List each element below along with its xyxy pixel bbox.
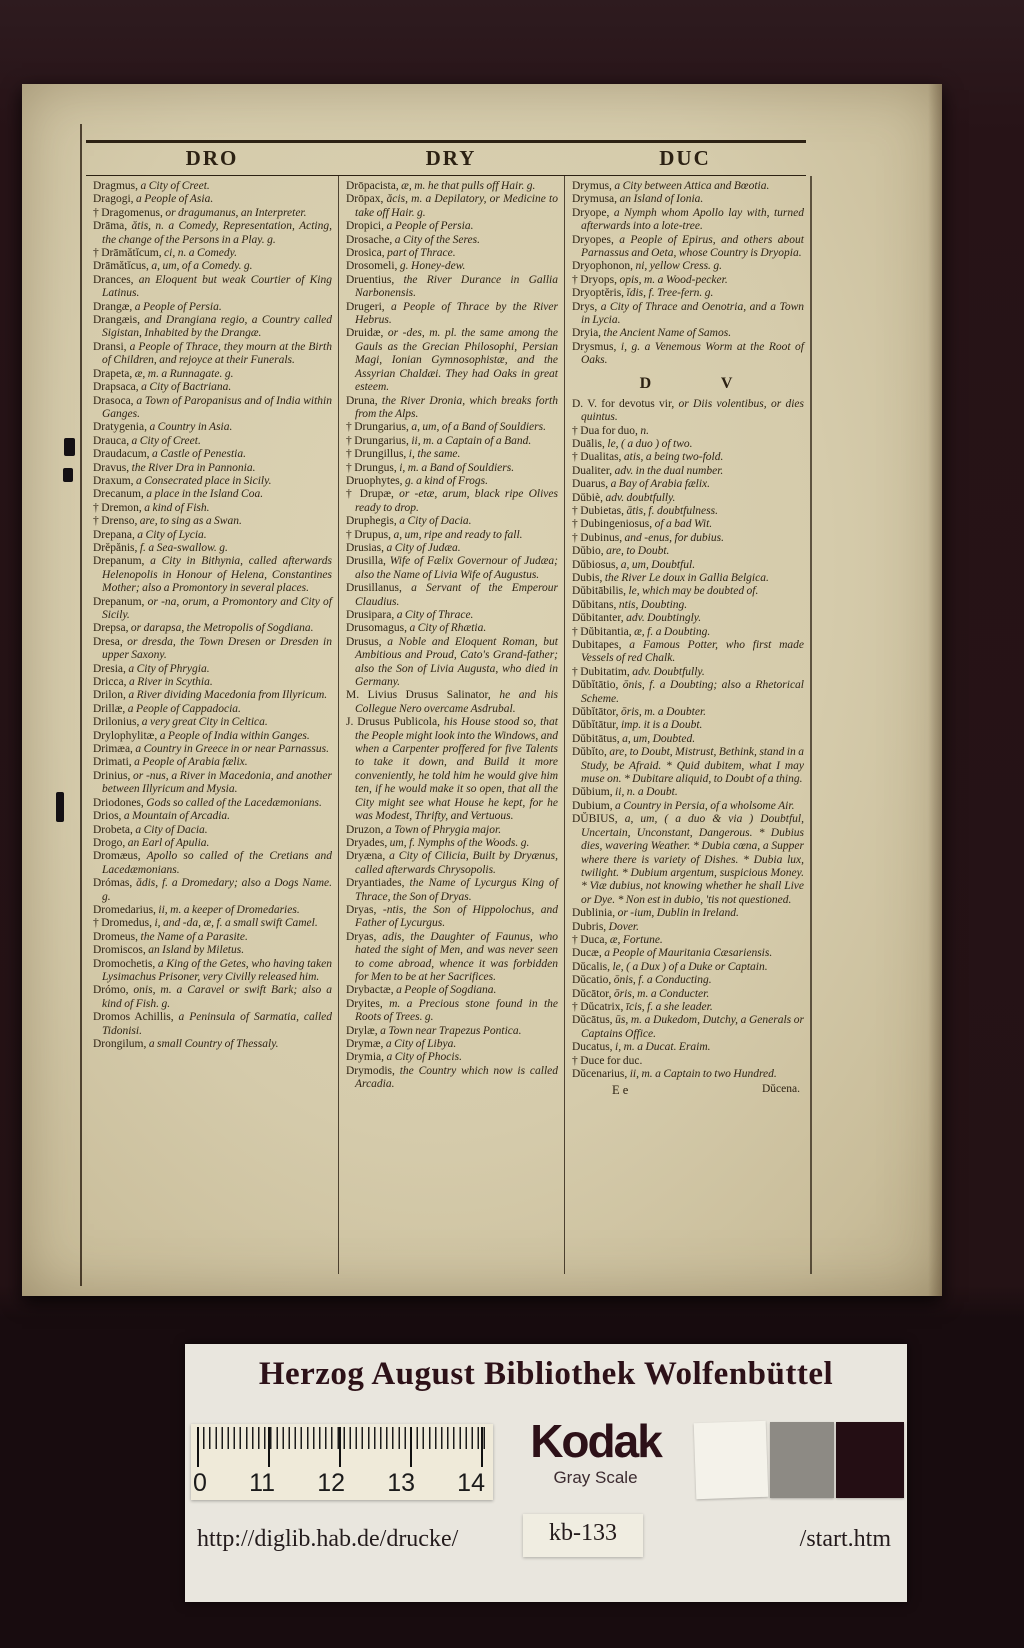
binding-ink-mark	[63, 468, 73, 482]
dictionary-entry: Drapsaca, a City of Bactriana.	[93, 381, 232, 394]
shelfmark-label	[523, 1514, 643, 1557]
dictionary-entry: Dryas, -ntis, the Son of Hippolochus, and Father of Lycurgus.	[346, 903, 558, 930]
dictionary-entry: Drilonius, a very great City in Celtica.	[93, 716, 268, 729]
dictionary-entry: Dryæna, a City of Cilicia, Built by Dryænus, called afterwards Chrysopolis.	[346, 850, 558, 876]
dictionary-entry: † Drāmătĭcum, ci, n. a Comedy.	[93, 247, 237, 260]
ruler-major-ticks	[197, 1427, 489, 1467]
dictionary-entry: Dŭcātus, ūs, m. a Dukedom, Dutchy, a Generals or Captains Office.	[572, 1014, 804, 1040]
dictionary-entry: J. Drusus Publicola, his House stood so, that the People might look into the Windows, and when a Carpenter proffered for five Talents to take it down, and Build it more conveniently, he told him he would give him ten, if he would make it so open, that all the City might see what House he kept, for he was Modest, Thrifty, and Vertuous.	[346, 716, 559, 823]
dictionary-entry: † Duce for duc.	[572, 1054, 643, 1067]
column-header-dro: DRO	[185, 146, 239, 170]
dictionary-entry: Drecanum, a place in the Island Coa.	[93, 488, 264, 501]
archive-url: http://diglib.hab.de/drucke/	[197, 1526, 459, 1552]
dictionary-entry: Drys, a City of Thrace and Oenotria, and a Town in Lycia.	[572, 300, 804, 327]
dictionary-entry: Dŭcalis, le, ( a Dux ) of a Duke or Captain.	[572, 960, 768, 973]
banner-middle-row	[185, 1416, 907, 1508]
dictionary-entry: † Dubingeniosus, of a bad Wit.	[572, 518, 713, 531]
dictionary-entry: Driodones, Gods so called of the Lacedæmonians.	[93, 796, 322, 809]
dictionary-entry: Dresa, or dresda, the Town Dresen or Dresden in upper Saxony.	[93, 635, 332, 662]
dictionary-entry: Drōpacista, æ, m. he that pulls off Hair. g.	[346, 180, 536, 192]
dictionary-entry: Dŭbitābilis, le, which may be doubted of.	[572, 585, 759, 598]
dictionary-entry: Draxum, a Consecrated place in Sicily.	[93, 474, 272, 487]
dictionary-entry: † Drungillus, i, the same.	[346, 448, 461, 461]
entries-duc-part2	[572, 398, 804, 1082]
dictionary-entry: Druzon, a Town of Phrygia major.	[346, 823, 502, 836]
dictionary-entry: Druidæ, or -des, m. pl. the same among the Gauls as the Grecian Philosophi, Persian Magi, Ionian Gymnosophistæ, and the Assyrian Chaldæi. They had Oaks in great esteem.	[346, 327, 558, 394]
dictionary-entry: † Dualitas, atis, a being two-fold.	[572, 451, 724, 464]
dictionary-entry: Drymæ, a City of Libya.	[346, 1038, 457, 1050]
dictionary-entry: Dŭbĭtātor, ōris, m. a Doubter.	[572, 706, 707, 719]
dictionary-entry: Dratygenia, a Country in Asia.	[93, 421, 233, 434]
dictionary-entry: † Dryops, opis, m. a Wood-pecker.	[572, 273, 728, 286]
dictionary-entry: Druentius, the River Durance in Gallia Narbonensis.	[346, 273, 558, 300]
dictionary-entry: Dŭcenarius, ii, m. a Captain to two Hundred.	[572, 1068, 777, 1080]
dictionary-entry: Druphegis, a City of Dacia.	[346, 515, 472, 528]
dictionary-entry: Drauca, a City of Creet.	[93, 434, 201, 447]
dictionary-entry: Drāmătĭcus, a, um, of a Comedy. g.	[93, 260, 253, 273]
dictionary-entry: Drosache, a City of the Seres.	[346, 233, 480, 246]
left-margin-rule	[80, 124, 82, 1286]
dictionary-entry: † Drupus, a, um, ripe and ready to fall.	[346, 528, 523, 541]
dictionary-entry: Drangæ, a People of Persia.	[93, 300, 222, 313]
section-subheader-dv: D V	[639, 374, 737, 392]
dictionary-entry: † Dragomenus, or dragumanus, an Interpreter.	[93, 206, 307, 219]
dictionary-entry: † Drenso, are, to sing as a Swan.	[93, 515, 242, 528]
dictionary-entry: Drusipara, a City of Thrace.	[346, 609, 474, 621]
dictionary-entry: Duālis, le, ( a duo ) of two.	[572, 437, 693, 450]
column-header-duc: DUC	[659, 146, 711, 170]
measuring-ruler	[191, 1424, 493, 1500]
dictionary-entry: † Drungus, i, m. a Band of Souldiers.	[346, 461, 515, 474]
dictionary-entry: Dubis, the River Le doux in Gallia Belgica.	[572, 571, 769, 584]
dictionary-entry: Drepana, a City of Lycia.	[93, 528, 207, 541]
dictionary-entry: † Dŭcatrix, īcis, f. a she leader.	[572, 1000, 713, 1013]
grayscale-patch-white	[694, 1421, 769, 1499]
dictionary-entry: Drugeri, a People of Thrace by the River Hebrus.	[346, 300, 558, 327]
column-header-dry: DRY	[425, 146, 477, 170]
dictionary-entry: Dŭcātor, ōris, m. a Conducter.	[572, 987, 710, 1000]
dictionary-entry: Drybactæ, a People of Sogdiana.	[346, 984, 497, 997]
dictionary-entry: Dŭbĭto, are, to Doubt, Mistrust, Bethink, stand in a Study, be Afraid. * Quid dubitem, what I may muse on. * Dubitare aliquid, to Doubt of a thing.	[572, 746, 804, 786]
dictionary-entry: Dualiter, adv. in the dual number.	[572, 464, 724, 477]
dictionary-entry: Drimæa, a Country in Greece in or near Parnassus.	[93, 743, 329, 756]
dictionary-entry: Dricca, a River in Scythia.	[93, 676, 213, 689]
dictionary-entry: Drylæ, a Town near Trapezus Pontica.	[346, 1024, 522, 1037]
grayscale-patch-gray	[770, 1422, 834, 1498]
dictionary-entry: Drilon, a River dividing Macedonia from Illyricum.	[93, 689, 328, 702]
dictionary-entry: Dryia, the Ancient Name of Samos.	[572, 327, 732, 340]
dictionary-entry: Dromochetis, a King of the Getes, who having taken Lysimachus Prisoner, very Civilly released him.	[93, 957, 332, 983]
dictionary-entry: Dromæus, Apollo so called of the Cretians and Lacedæmonians.	[93, 850, 332, 876]
dictionary-entry: † Dubinus, and -enus, for dubius.	[572, 531, 724, 544]
dictionary-entry: Drymusa, an Island of Ionia.	[572, 193, 704, 206]
ruler-number: 0	[193, 1469, 207, 1497]
shelfmark-code: kb-133	[549, 1520, 617, 1546]
dictionary-entry: † Dŭbitantia, æ, f. a Doubting.	[572, 625, 711, 638]
dictionary-entry: Drimati, a People of Arabia fælix.	[93, 756, 248, 769]
dictionary-entry: Dransi, a People of Thrace, they mourn at the Birth of Children, and rejoyce at their Funerals.	[93, 340, 332, 367]
text-columns	[86, 176, 812, 1274]
kodak-block	[503, 1416, 688, 1488]
dictionary-entry: Drapeta, æ, m. a Runnagate. g.	[93, 367, 234, 380]
dictionary-entry: M. Livius Drusus Salinator, he and his Collegue Nero overcame Asdrubal.	[346, 689, 559, 715]
dictionary-entry: Dryades, um, f. Nymphs of the Woods. g.	[346, 836, 530, 849]
dictionary-entry: Dŭbitans, ntis, Doubting.	[572, 598, 688, 611]
dictionary-entry: † Duca, æ, Fortune.	[572, 933, 663, 946]
dictionary-entry: Drymodis, the Country which now is called Arcadia.	[346, 1064, 558, 1091]
ruler-number: 13	[387, 1469, 415, 1497]
dictionary-entry: Drusias, a City of Judæa.	[346, 541, 461, 554]
binding-ink-mark	[64, 438, 75, 456]
dictionary-entry: Drusus, a Noble and Eloquent Roman, but Ambitious and Proud, Cato's Grand-father; also the Son of Livia Augusta, who died in Germany.	[346, 635, 558, 689]
dictionary-entry: Dropici, a People of Persia.	[346, 220, 474, 233]
dictionary-entry: Drymus, a City between Attica and Bœotia.	[572, 180, 770, 192]
dictionary-entry: Dryas, adis, the Daughter of Faunus, who hated the sight of Men, and was never seen to come abroad, whence it was forbidden for Men to be at her Sacrifices.	[346, 930, 558, 983]
dictionary-entry: Drusomagus, a City of Rhætia.	[346, 622, 487, 635]
dictionary-entry: Dubium, a Country in Persia, of a wholsome Air.	[572, 799, 795, 812]
dictionary-entry: Drangæis, and Drangiana regio, a Country called Sigistan, Inhabited by the Drangæ.	[93, 314, 332, 340]
grayscale-patch-black	[836, 1422, 904, 1498]
dictionary-entry: Drongilum, a small Country of Thessaly.	[93, 1038, 279, 1050]
dictionary-entry: Drances, an Eloquent but weak Courtier of King Latinus.	[93, 273, 332, 300]
dictionary-entry: Drymia, a City of Phocis.	[346, 1051, 462, 1064]
dictionary-entry: Dŭbiè, adv. doubtfully.	[572, 491, 676, 504]
dictionary-entry: † Dua for duo, n.	[572, 424, 649, 437]
kodak-logo: Kodak	[530, 1415, 661, 1467]
binding-ink-mark	[56, 792, 64, 822]
dictionary-entry: Drāma, ătis, n. a Comedy, Representation, Acting, the change of the Persons in a Play. g.	[93, 220, 332, 246]
dictionary-entry: Dŭbio, are, to Doubt.	[572, 545, 670, 558]
dictionary-entry: Drepanum, a City in Bithynia, called afterwards Helenopolis in Honour of Helena, Constantines Mother; also a Promontory in several places.	[93, 555, 332, 595]
dictionary-entry: Dryopes, a People of Epirus, and others about Parnassus and Oeta, whose Country is Dryopia.	[572, 233, 804, 260]
ruler-number: 12	[317, 1469, 346, 1497]
dictionary-entry: Drobeta, a City of Dacia.	[93, 823, 208, 836]
dictionary-entry: DŬBIUS, a, um, ( a duo & via ) Doubtful, Uncertain, Unconstant, Dangerous. * Dubius dies, wavering Weather. * Dubia cœna, a Supper where there is variety of Dishes. * Dubia lux, twilight. * Dubium argentum, suspicious Money. * Viæ dubius, not knowing whether he shall Live or Dye. * Non est in dubio, 'tis not questioned.	[572, 813, 804, 906]
gray-scale-label: Gray Scale	[553, 1468, 638, 1487]
dictionary-entry: Drómas, ădis, f. a Dromedary; also a Dogs Name. g.	[93, 877, 332, 903]
dictionary-entry: Drosica, part of Thrace.	[346, 247, 456, 260]
dictionary-entry: D. V. for devotus vir, or Diis volentibus, or dies quintus.	[572, 397, 804, 424]
ruler-number: 14	[457, 1469, 485, 1497]
catchword: Dŭcena.	[762, 1083, 800, 1096]
dictionary-entry: Dryophonon, ni, yellow Cress. g.	[572, 260, 723, 273]
dictionary-entry: Drogo, an Earl of Apulia.	[93, 836, 210, 849]
entries-column-dro	[86, 176, 338, 1274]
dictionary-entry: † Drupæ, or -etæ, arum, black ripe Olives ready to drop.	[346, 488, 558, 514]
dictionary-entry: Drinius, or -nus, a River in Macedonia, and another between Illyricum and Mysia.	[93, 769, 332, 796]
banner-bottom-row	[185, 1512, 907, 1572]
dictionary-entry: Dŭcatio, ōnis, f. a Conducting.	[572, 974, 712, 987]
library-banner-card	[185, 1344, 907, 1602]
dictionary-entry: Ducæ, a People of Mauritania Cæsariensis.	[572, 947, 773, 960]
dictionary-entry: Druna, the River Dronia, which breaks forth from the Alps.	[346, 394, 558, 420]
dictionary-entry: Dryites, m. a Precious stone found in the Roots of Trees. g.	[346, 997, 558, 1024]
dictionary-entry: Drasoca, a Town of Paropanisus and of India within Ganges.	[93, 394, 332, 420]
dictionary-entry: Dromeus, the Name of a Parasite.	[93, 930, 248, 943]
dictionary-entry: Dromedarius, ii, m. a keeper of Dromedaries.	[93, 903, 300, 916]
dictionary-entry: Drylophylitæ, a People of India within Ganges.	[93, 729, 310, 742]
dictionary-entry: † Dremon, a kind of Fish.	[93, 501, 210, 514]
dictionary-entry: Drillæ, a People of Cappadocia.	[93, 702, 241, 715]
dictionary-entry: Dŭbitātus, a, um, Doubted.	[572, 732, 696, 745]
library-name: Herzog August Bibliothek Wolfenbüttel	[258, 1356, 834, 1392]
entries-column-duc	[564, 176, 812, 1274]
dictionary-entry: Dryantiades, the Name of Lycurgus King of Thrace, the Son of Dryas.	[346, 877, 558, 903]
dictionary-entry: Druophytes, g. a kind of Frogs.	[346, 474, 488, 487]
dictionary-entry: Dravus, the River Dra in Pannonia.	[93, 461, 256, 474]
dictionary-entry: Ducatus, i, m. a Ducat. Eraim.	[572, 1041, 711, 1054]
ruler-numbers	[193, 1469, 485, 1498]
dictionary-entry: Drios, a Mountain of Arcadia.	[93, 810, 231, 823]
dictionary-entry: Dryoptĕris, ĭdis, f. Tree-fern. g.	[572, 287, 714, 300]
running-head	[86, 140, 806, 176]
dictionary-entry: Drosomeli, g. Honey-dew.	[346, 260, 466, 273]
dictionary-entry: † Drungarius, ii, m. a Captain of a Band.	[346, 434, 532, 447]
dictionary-entry: Dubris, Dover.	[572, 920, 640, 933]
dictionary-entry: Dragogi, a People of Asia.	[93, 193, 214, 206]
dictionary-entry: Drōpax, ăcis, m. a Depilatory, or Medicine to take off Hair. g.	[346, 193, 558, 219]
dictionary-entry: Drusilla, Wife of Fælix Governour of Judæa; also the Name of Livia Wife of Augustus.	[346, 555, 558, 581]
dictionary-entry: Dŭbĭtātur, imp. it is a Doubt.	[572, 719, 703, 732]
dictionary-entry: Drusillanus, a Servant of the Emperour Claudius.	[346, 582, 558, 608]
ruler-number: 11	[249, 1469, 276, 1497]
dictionary-entry: Dresia, a City of Phrygia.	[93, 662, 210, 675]
dictionary-entry: † Dromedus, i, and -da, æ, f. a small swift Camel.	[93, 917, 318, 930]
dictionary-entry: Drĕpănis, f. a Sea-swallow. g.	[93, 541, 228, 554]
dictionary-entry: Draudacum, a Castle of Penestia.	[93, 448, 246, 461]
dictionary-entry: Dŭbium, ii, n. a Doubt.	[572, 786, 678, 799]
dictionary-entry: Dublinia, or -ium, Dublin in Ireland.	[572, 907, 739, 920]
entries-duc-part1	[572, 180, 804, 368]
dictionary-entry: † Dubietas, ātis, f. doubtfulness.	[572, 504, 718, 517]
book-page	[22, 84, 942, 1296]
dictionary-entry: Drómo, onis, m. a Caravel or swift Bark; also a kind of Fish. g.	[93, 984, 332, 1010]
dictionary-entry: † Drungarius, a, um, of a Band of Souldiers.	[346, 421, 546, 434]
signature-line	[572, 1083, 804, 1098]
dictionary-entry: Dŭbiosus, a, um, Doubtful.	[572, 558, 696, 571]
dictionary-entry: Drepanum, or -na, orum, a Promontory and City of Sicily.	[93, 595, 332, 621]
dictionary-entry: Dromos Achillis, a Peninsula of Sarmatia, called Tidonisi.	[93, 1011, 332, 1037]
dictionary-entry: Dragmus, a City of Creet.	[93, 180, 210, 192]
start-page-path: /start.htm	[799, 1526, 891, 1552]
dictionary-entry: Drysmus, i, g. a Venemous Worm at the Root of Oaks.	[572, 340, 804, 367]
dictionary-entry: Drepsa, or darapsa, the Metropolis of Sogdiana.	[93, 622, 314, 635]
dictionary-entry: Dromiscos, an Island by Miletus.	[93, 944, 245, 957]
dictionary-entry: Duarus, a Bay of Arabia fælix.	[572, 478, 711, 491]
dictionary-entry: Dryope, a Nymph whom Apollo lay with, turned afterwards into a lote-tree.	[572, 206, 804, 233]
entries-column-dry	[338, 176, 564, 1274]
dictionary-entry: Dŭbitanter, adv. Doubtingly.	[572, 612, 702, 625]
dictionary-entry: Dubitapes, a Famous Potter, who first made Vessels of red Chalk.	[572, 639, 804, 665]
dictionary-entry: † Dubitatim, adv. Doubtfully.	[572, 665, 705, 678]
dictionary-entry: Dŭbĭtātio, ōnis, f. a Doubting; also a Rhetorical Scheme.	[572, 679, 804, 705]
gathering-signature: E e	[612, 1083, 629, 1098]
